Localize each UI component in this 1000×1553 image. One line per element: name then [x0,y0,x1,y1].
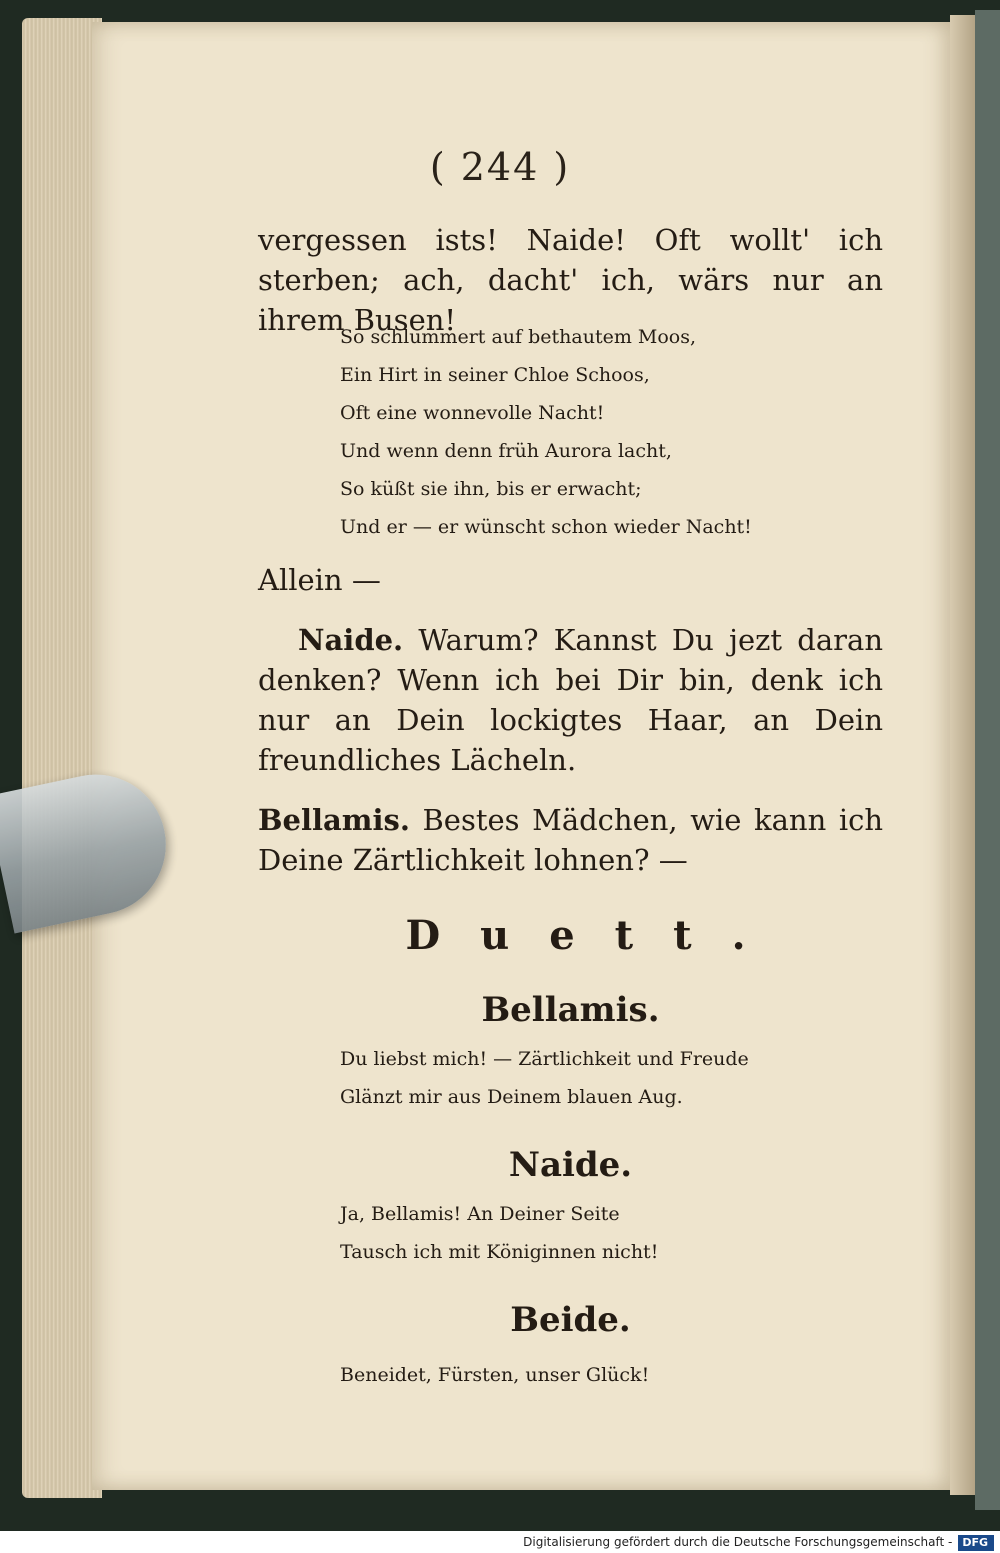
verse-line: Ein Hirt in seiner Chloe Schoos, [340,364,650,386]
verse-line: Glänzt mir aus Deinem blauen Aug. [340,1086,683,1108]
verse-line: Ja, Bellamis! An Deiner Seite [340,1203,620,1225]
verse-line: Du liebst mich! — Zärtlichkeit und Freude [340,1048,749,1070]
verse-line: So schlummert auf bethautem Moos, [340,326,697,348]
speaker-name: Bellamis. [258,803,410,837]
dialogue-text: Warum? Kannst Du jezt daran denken? Wenn ich bei Dir bin, denk ich nur an Dein lockigtes Haar, an Dein freundliches Lächeln. [258,623,883,777]
speaker-heading: Bellamis. [481,990,660,1030]
dialogue-text: Bestes Mädchen, wie kann ich Deine Zärtlichkeit lohnen? — [258,803,884,877]
section-title: Duett. [405,912,786,959]
page-number: ( 244 ) [429,145,571,189]
book-cover-edge [975,10,1000,1510]
prose-paragraph: vergessen ists! Naide! Oft wollt' ich sterben; ach, dacht' ich, wärs nur an ihrem Busen! [258,223,883,337]
speaker-heading: Naide. [508,1145,633,1185]
digitization-footer [0,1531,1000,1553]
bellamis-dialogue [258,800,883,880]
dfg-logo-icon: DFG [958,1535,994,1551]
verse-line: So küßt sie ihn, bis er erwacht; [340,478,642,500]
verse-line: Beneidet, Fürsten, unser Glück! [340,1364,650,1386]
speaker-heading: Beide. [510,1300,631,1340]
duett-heading [258,912,883,959]
speaker-name: Naide. [298,623,404,657]
naide-dialogue [258,620,883,780]
duett-section-bellamis [258,990,883,1116]
verse-line: Oft eine wonnevolle Nacht! [340,402,605,424]
duett-section-beide [258,1300,883,1394]
verse-line: Und wenn denn früh Aurora lacht, [340,440,672,462]
duett-section-naide [258,1145,883,1271]
verse-line: Tausch ich mit Königinnen nicht! [340,1241,659,1263]
footer-text: Digitalisierung gefördert durch die Deutsche Forschungsgemeinschaft - [523,1535,953,1549]
prose-allein [258,560,883,600]
prose-paragraph: Allein — [258,563,381,597]
verse-block-1 [258,318,883,546]
book-page-edges [22,18,102,1498]
verse-line: Und er — er wünscht schon wieder Nacht! [340,516,752,538]
